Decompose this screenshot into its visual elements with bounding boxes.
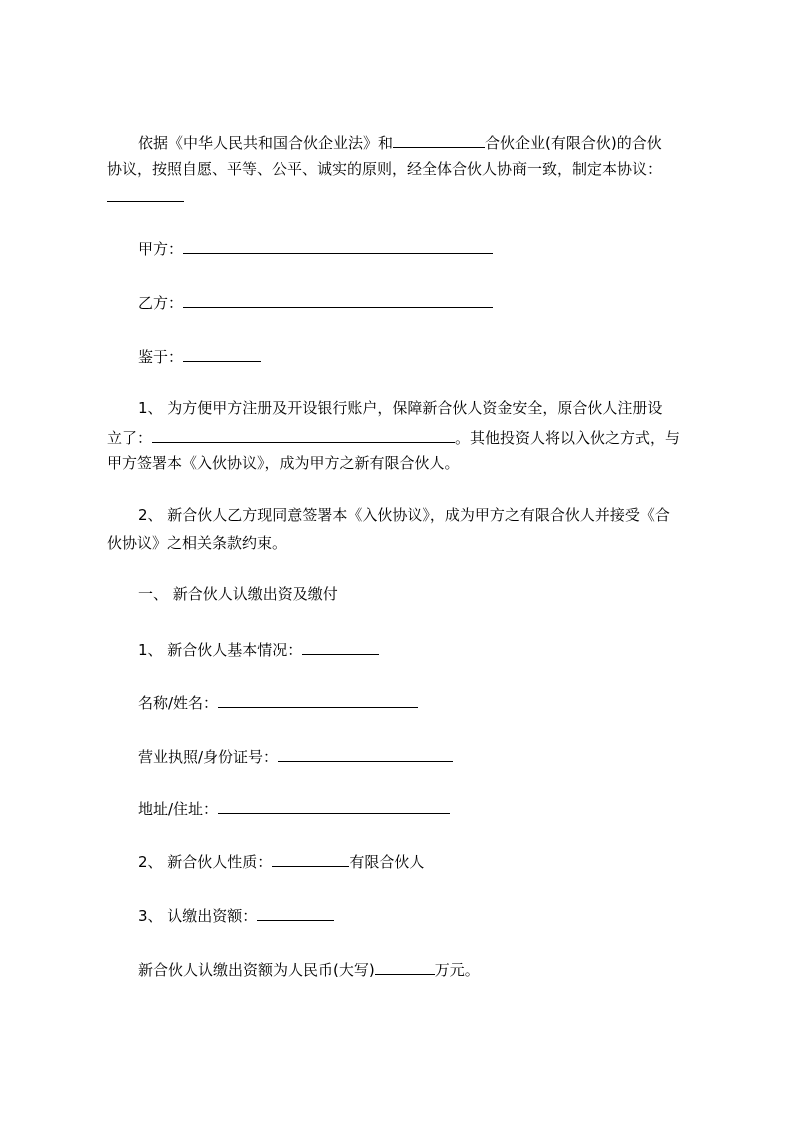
recital-2-text-2: 伙协议》之相关条款约束。 — [107, 534, 288, 552]
section-1-heading — [138, 584, 338, 604]
subscription-blank[interactable] — [257, 904, 334, 921]
name-label: 名称/姓名： — [138, 694, 219, 712]
name-blank[interactable] — [218, 691, 418, 708]
whereas-blank[interactable] — [183, 345, 261, 362]
intro-text-suffix: 合伙企业(有限合伙)的合伙 — [485, 134, 662, 152]
nature-label: 2、 新合伙人性质： — [138, 853, 273, 871]
recital-1-text-2-suffix: 。其他投资人将以入伙之方式，与 — [455, 429, 681, 447]
recital-1-line-2 — [107, 426, 680, 448]
nature-suffix: 有限合伙人 — [349, 853, 425, 871]
section-1-heading-text: 一、 新合伙人认缴出资及缴付 — [138, 585, 338, 603]
amount-suffix: 万元。 — [434, 961, 480, 979]
registered-entity-blank[interactable] — [152, 426, 455, 443]
recital-1-line-3 — [107, 453, 460, 473]
recital-2-text-1: 2、 新合伙人乙方现同意签署本《入伙协议》，成为甲方之有限合伙人并接受《合 — [138, 506, 670, 524]
nature-line — [138, 850, 424, 872]
amount-blank[interactable] — [375, 958, 435, 975]
basic-info-blank[interactable] — [302, 638, 379, 655]
license-line — [138, 745, 453, 767]
intro-trailing-blank[interactable] — [107, 185, 184, 202]
address-line — [138, 797, 450, 819]
recital-1-line-1 — [138, 398, 662, 418]
subscription-line — [138, 904, 334, 926]
amount-prefix: 新合伙人认缴出资额为人民币(大写) — [138, 961, 375, 979]
intro-line-2 — [107, 159, 662, 179]
recital-2-line-1 — [138, 505, 670, 525]
recital-1-text-1: 1、 为方便甲方注册及开设银行账户，保障新合伙人资金安全，原合伙人注册设 — [138, 399, 663, 417]
subscription-label: 3、 认缴出资额： — [138, 907, 258, 925]
address-blank[interactable] — [218, 797, 450, 814]
intro-line-1 — [138, 131, 662, 153]
party-b-label: 乙方： — [138, 294, 184, 312]
license-label: 营业执照/身份证号： — [138, 748, 279, 766]
basic-info-label: 1、 新合伙人基本情况： — [138, 641, 303, 659]
address-label: 地址/住址： — [138, 800, 219, 818]
intro-text-line2: 协议，按照自愿、平等、公平、诚实的原则，经全体合伙人协商一致，制定本协议： — [107, 160, 663, 178]
name-line — [138, 691, 418, 713]
party-b-blank[interactable] — [183, 291, 493, 308]
basic-info-line — [138, 638, 379, 660]
intro-text-prefix: 依据《中华人民共和国合伙企业法》和 — [138, 134, 394, 152]
nature-blank[interactable] — [272, 850, 349, 867]
amount-line — [138, 958, 480, 980]
whereas-label: 鉴于： — [138, 348, 184, 366]
recital-1-text-2-prefix: 立了： — [107, 429, 153, 447]
party-a-line — [138, 237, 493, 259]
party-a-label: 甲方： — [138, 240, 184, 258]
whereas-line — [138, 345, 261, 367]
recital-2-line-2 — [107, 533, 287, 553]
license-blank[interactable] — [278, 745, 453, 762]
party-a-blank[interactable] — [183, 237, 493, 254]
partnership-name-blank[interactable] — [393, 131, 485, 148]
party-b-line — [138, 291, 493, 313]
recital-1-text-3: 甲方签署本《入伙协议》，成为甲方之新有限合伙人。 — [107, 454, 460, 472]
intro-line-3 — [107, 185, 184, 207]
